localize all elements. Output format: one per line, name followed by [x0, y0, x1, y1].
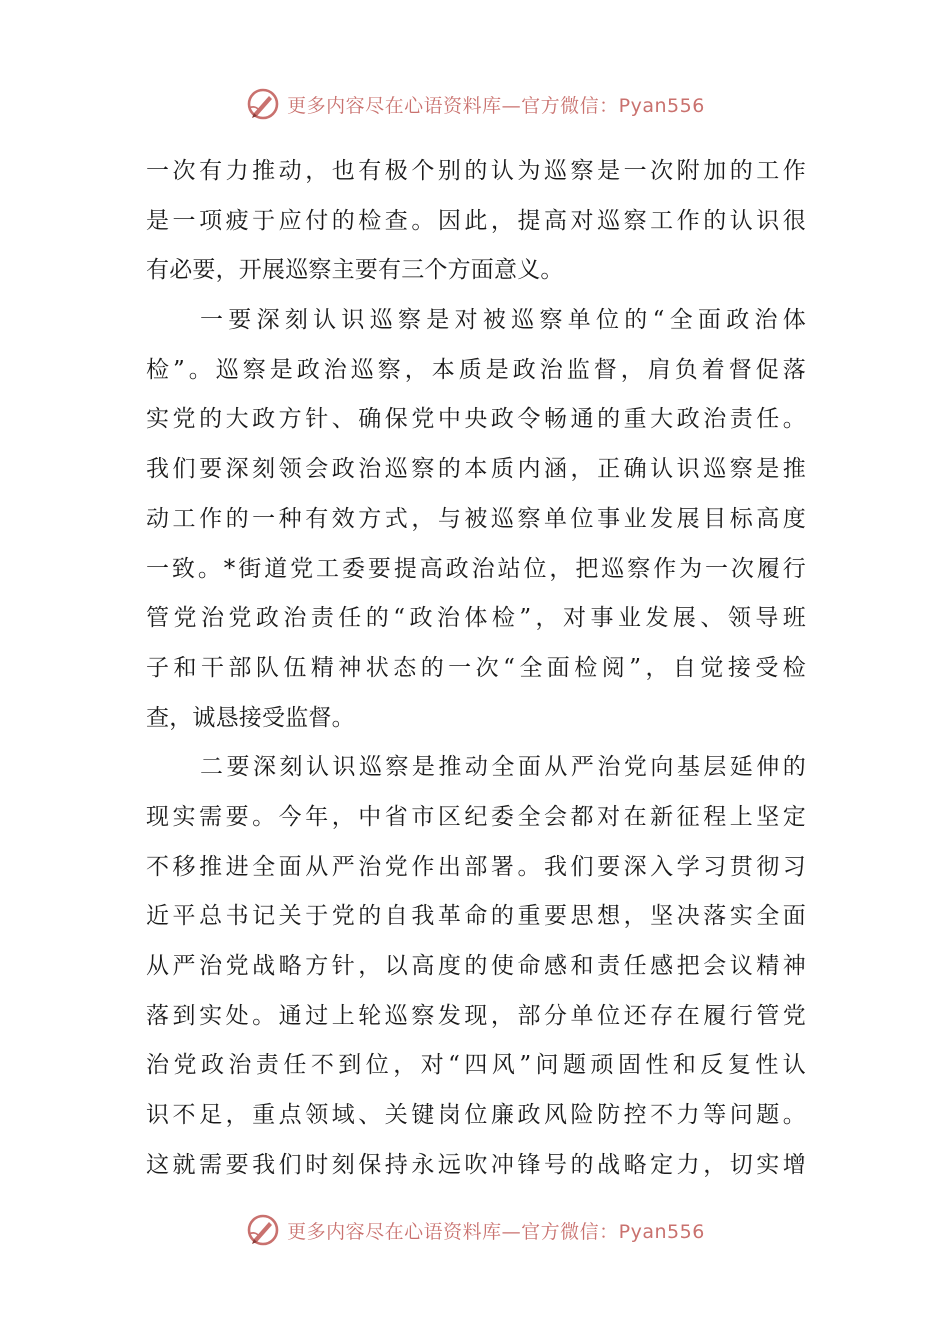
footer-banner — [0, 1208, 950, 1252]
text-line: 查，诚恳接受监督。 — [146, 704, 355, 731]
banner-text: 更多内容尽在心语资料库—官方微信：Pyan556 — [287, 1220, 705, 1243]
text-line: 一次有力推动，也有极个别的认为巡察是一次附加的工作 — [146, 158, 806, 184]
text-line: 检”。巡察是政治巡察，本质是政治监督，肩负着督促落 — [146, 356, 806, 383]
wechat-id: Pyan556 — [618, 1220, 705, 1243]
banner-text: 更多内容尽在心语资料库—官方微信：Pyan556 — [287, 94, 705, 117]
text-line: 这就需要我们时刻保持永远吹冲锋号的战略定力，切实增 — [146, 1151, 806, 1178]
header-banner — [0, 82, 950, 126]
text-line: 近平总书记关于党的自我革命的重要思想，坚决落实全面 — [146, 903, 806, 930]
text-line: 有必要，开展巡察主要有三个方面意义。 — [146, 257, 564, 284]
text-line: 子和干部队伍精神状态的一次“全面检阅”，自觉接受检 — [146, 654, 806, 681]
text-line: 管党治党政治责任的“政治体检”，对事业发展、领导班 — [146, 605, 806, 632]
text-line: 是一项疲于应付的检查。因此，提高对巡察工作的认识很 — [146, 207, 806, 234]
text-line: 实党的大政方针、确保党中央政令畅通的重大政治责任。 — [146, 406, 806, 433]
text-line: 治党政治责任不到位，对“四风”问题顽固性和反复性认 — [146, 1052, 806, 1079]
text-line: 识不足，重点领域、关键岗位廉政风险防控不力等问题。 — [146, 1102, 806, 1129]
text-line: 从严治党战略方针，以高度的使命感和责任感把会议精神 — [146, 953, 806, 979]
text-line: 一致。*街道党工委要提高政治站位，把巡察作为一次履行 — [146, 555, 806, 582]
wechat-id: Pyan556 — [618, 94, 705, 117]
text-line: 现实需要。今年，中省市区纪委全会都对在新征程上坚定 — [146, 803, 806, 830]
text-line: 动工作的一种有效方式，与被巡察单位事业发展目标高度 — [146, 505, 806, 532]
document-body — [146, 147, 806, 1190]
text-line: 不移推进全面从严治党作出部署。我们要深入学习贯彻习 — [146, 853, 806, 880]
text-line: 我们要深刻领会政治巡察的本质内涵，正确认识巡察是推 — [146, 456, 806, 483]
paragraph-start: 一要深刻认识巡察是对被巡察单位的“全面政治体 — [200, 307, 806, 334]
pen-circle-icon — [245, 86, 281, 122]
pen-circle-icon — [245, 1212, 281, 1248]
text-line: 落到实处。通过上轮巡察发现，部分单位还存在履行管党 — [146, 1002, 806, 1029]
paragraph-start: 二要深刻认识巡察是推动全面从严治党向基层延伸的 — [200, 754, 806, 781]
